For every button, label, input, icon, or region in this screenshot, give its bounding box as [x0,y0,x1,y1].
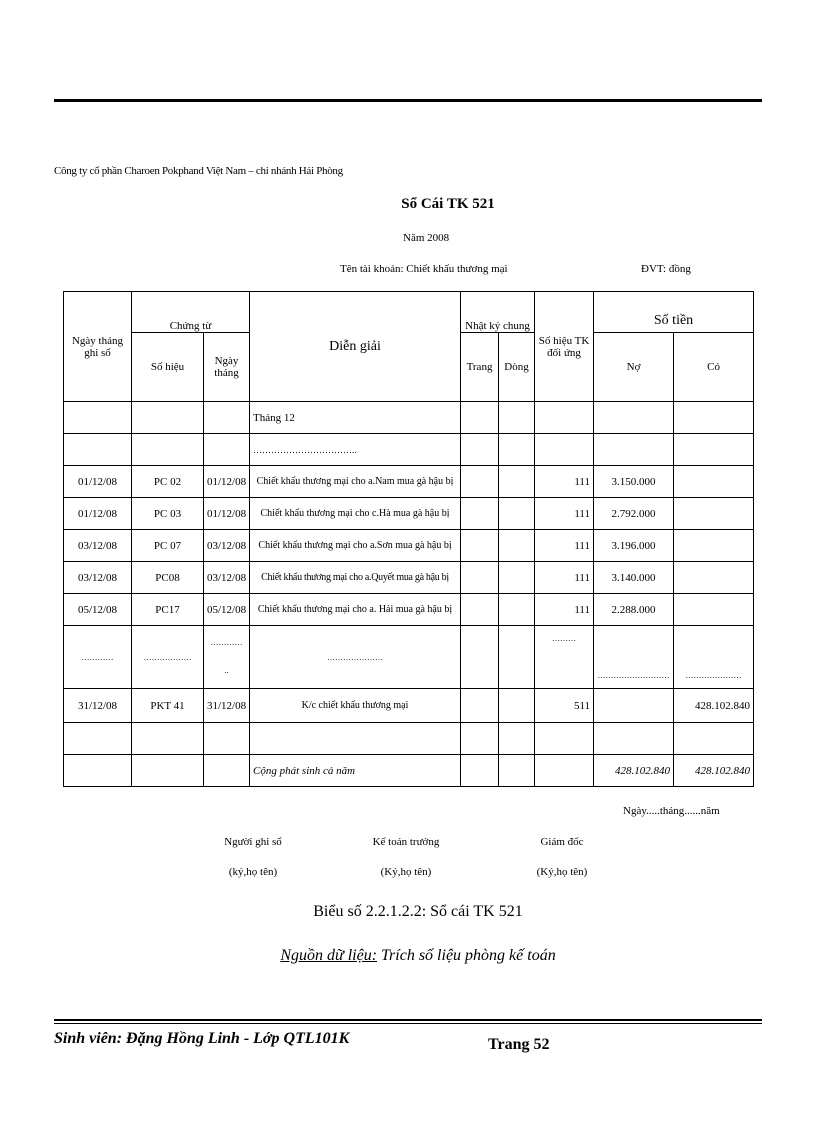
cell-debit [594,434,674,466]
table-row [64,434,754,466]
cell-debit: 2.792.000 [594,498,674,530]
cell-voucher-date: 05/12/08 [204,594,250,626]
col-journal: Nhật ký chung [461,292,535,333]
cell-page [461,530,499,562]
cell-contra: 111 [535,562,594,594]
currency-unit: ĐVT: đồng [641,263,691,275]
cell-voucher-date: 31/12/08 [204,689,250,723]
table-row [64,530,754,562]
table-row [64,402,754,434]
cell-date [64,402,132,434]
cell-credit [674,530,754,562]
signature-role: Giám đốc [540,836,584,848]
cell-voucher-no: PC17 [132,594,204,626]
cell-line [499,626,535,689]
cell-description: Chiết khấu thương mại cho a. Hải mua gà hậu bị [250,594,461,626]
cell-credit: ………………… [674,626,754,689]
table-row [64,562,754,594]
cell-page [461,689,499,723]
cell-line [499,498,535,530]
company-name: Công ty cổ phần Charoen Pokphand Việt Nam – chi nhánh Hải Phòng [54,165,343,177]
date-note: Ngày.....tháng......năm [623,805,720,817]
cell-line [499,402,535,434]
cell-credit: 428.102.840 [674,689,754,723]
header-row-1 [64,292,754,333]
dots-vdate-2: .. [224,666,229,675]
cell-debit [594,689,674,723]
cell-contra: 111 [535,594,594,626]
table-row [64,466,754,498]
cell-date: 03/12/08 [64,530,132,562]
cell-credit [674,723,754,755]
source-text: Trích số liệu phòng kế toán [377,947,556,964]
cell-line [499,466,535,498]
cell-debit [594,723,674,755]
cell-debit: 3.150.000 [594,466,674,498]
cell-description: K/c chiết khấu thương mại [250,689,461,723]
cell-description: Chiết khấu thương mại cho a.Quyết mua gà hậu bị [250,562,461,594]
cell-page [461,626,499,689]
cell-contra: 111 [535,466,594,498]
cell-date [64,723,132,755]
cell-voucher-no [132,755,204,787]
table-row [64,498,754,530]
cell-description: …………………………….. [250,434,461,466]
figure-caption [0,903,816,921]
cell-line [499,434,535,466]
col-debit: Nợ [594,333,674,402]
col-date-recorded: Ngày tháng ghi sổ [64,292,132,402]
cell-description: Chiết khấu thương mại cho c.Hà mua gà hậu bị [250,498,461,530]
signature-chief-accountant [326,836,486,878]
signature-recorder [173,836,333,878]
cell-date: 01/12/08 [64,466,132,498]
cell-credit [674,594,754,626]
cell-voucher-no: PC 07 [132,530,204,562]
cell-debit: 3.196.000 [594,530,674,562]
cell-page [461,434,499,466]
cell-voucher-date: 03/12/08 [204,562,250,594]
cell-date: 05/12/08 [64,594,132,626]
title-text: Sổ Cái TK 521 [401,196,495,212]
cell-line [499,755,535,787]
col-voucher: Chứng từ [132,292,250,333]
dots-vdate: ………… [210,638,243,647]
student-info: Sinh viên: Đặng Hồng Linh - Lớp QTL101K [54,1030,350,1047]
cell-voucher-no: PC08 [132,562,204,594]
cell-voucher-no [132,434,204,466]
account-name: Tên tài khoản: Chiết khấu thương mại [340,263,508,275]
page-title [0,196,816,213]
cell-credit [674,466,754,498]
cell-voucher-date [204,626,250,689]
cell-description [250,723,461,755]
signature-role: Người ghi sổ [224,836,282,848]
cell-contra [535,755,594,787]
cell-debit [594,402,674,434]
cell-description: ………………… [250,626,461,689]
cell-date [64,434,132,466]
cell-contra: 111 [535,498,594,530]
cell-contra: 111 [535,530,594,562]
source-label: Nguồn dữ liệu: [280,947,378,964]
cell-credit [674,562,754,594]
dots-row [64,626,754,689]
footer-rule [54,1019,762,1021]
cell-line [499,594,535,626]
year-label: Năm 2008 [403,232,450,244]
cell-voucher-no: PC 03 [132,498,204,530]
cell-line [499,562,535,594]
cell-description: Chiết khấu thương mại cho a.Nam mua gà hậu bị [250,466,461,498]
cell-voucher-date [204,402,250,434]
total-row [64,755,754,787]
total-debit: 428.102.840 [594,755,674,787]
cell-voucher-date [204,434,250,466]
col-contra-account: Số hiệu TK đối ứng [535,292,594,402]
col-credit: Có [674,333,754,402]
cell-page [461,755,499,787]
cell-contra [535,723,594,755]
closing-row [64,689,754,723]
cell-credit [674,402,754,434]
cell-debit: 3.140.000 [594,562,674,594]
cell-voucher-no: PKT 41 [132,689,204,723]
cell-page [461,402,499,434]
cell-voucher-date: 01/12/08 [204,466,250,498]
total-credit: 428.102.840 [674,755,754,787]
cell-debit: ……………………… [594,626,674,689]
blank-row [64,723,754,755]
cell-credit [674,434,754,466]
cell-page [461,562,499,594]
cell-line [499,530,535,562]
col-line: Dòng [499,333,535,402]
total-label: Cộng phát sinh cả năm [250,755,461,787]
col-description: Diễn giải [250,292,461,402]
cell-line [499,723,535,755]
signature-role: Kế toán trưởng [372,836,440,848]
caption-text: Biểu số 2.2.1.2.2: Sổ cái TK 521 [313,903,523,920]
cell-page [461,498,499,530]
cell-voucher-date: 03/12/08 [204,530,250,562]
ledger-table [63,291,754,787]
cell-page [461,466,499,498]
cell-contra: 511 [535,689,594,723]
col-amount: Số tiền [594,292,754,333]
cell-date [64,755,132,787]
signature-director [482,836,642,878]
cell-contra: ……… [535,626,594,689]
signature-hint: (Ký,họ tên) [536,866,588,878]
top-rule [54,99,762,102]
col-voucher-date: Ngày tháng [204,333,250,402]
footer-rule-thin [54,1023,762,1024]
cell-line [499,689,535,723]
cell-voucher-no: ……………… [132,626,204,689]
cell-voucher-no [132,723,204,755]
table-row [64,594,754,626]
col-voucher-no: Số hiệu [132,333,204,402]
cell-page [461,594,499,626]
cell-voucher-date [204,723,250,755]
cell-description: Tháng 12 [250,402,461,434]
cell-debit: 2.288.000 [594,594,674,626]
page-number: Trang 52 [488,1036,550,1053]
cell-description: Chiết khấu thương mại cho a.Sơn mua gà hậu bị [250,530,461,562]
cell-date: 03/12/08 [64,562,132,594]
cell-contra [535,402,594,434]
data-source [0,947,816,965]
col-page: Trang [461,333,499,402]
signature-hint: (ký,họ tên) [228,866,278,878]
cell-date: 01/12/08 [64,498,132,530]
cell-date: 31/12/08 [64,689,132,723]
cell-page [461,723,499,755]
signature-hint: (Ký,họ tên) [380,866,432,878]
cell-date: ………… [64,626,132,689]
cell-voucher-no [132,402,204,434]
cell-contra [535,434,594,466]
cell-voucher-date: 01/12/08 [204,498,250,530]
cell-voucher-date [204,755,250,787]
cell-credit [674,498,754,530]
cell-voucher-no: PC 02 [132,466,204,498]
